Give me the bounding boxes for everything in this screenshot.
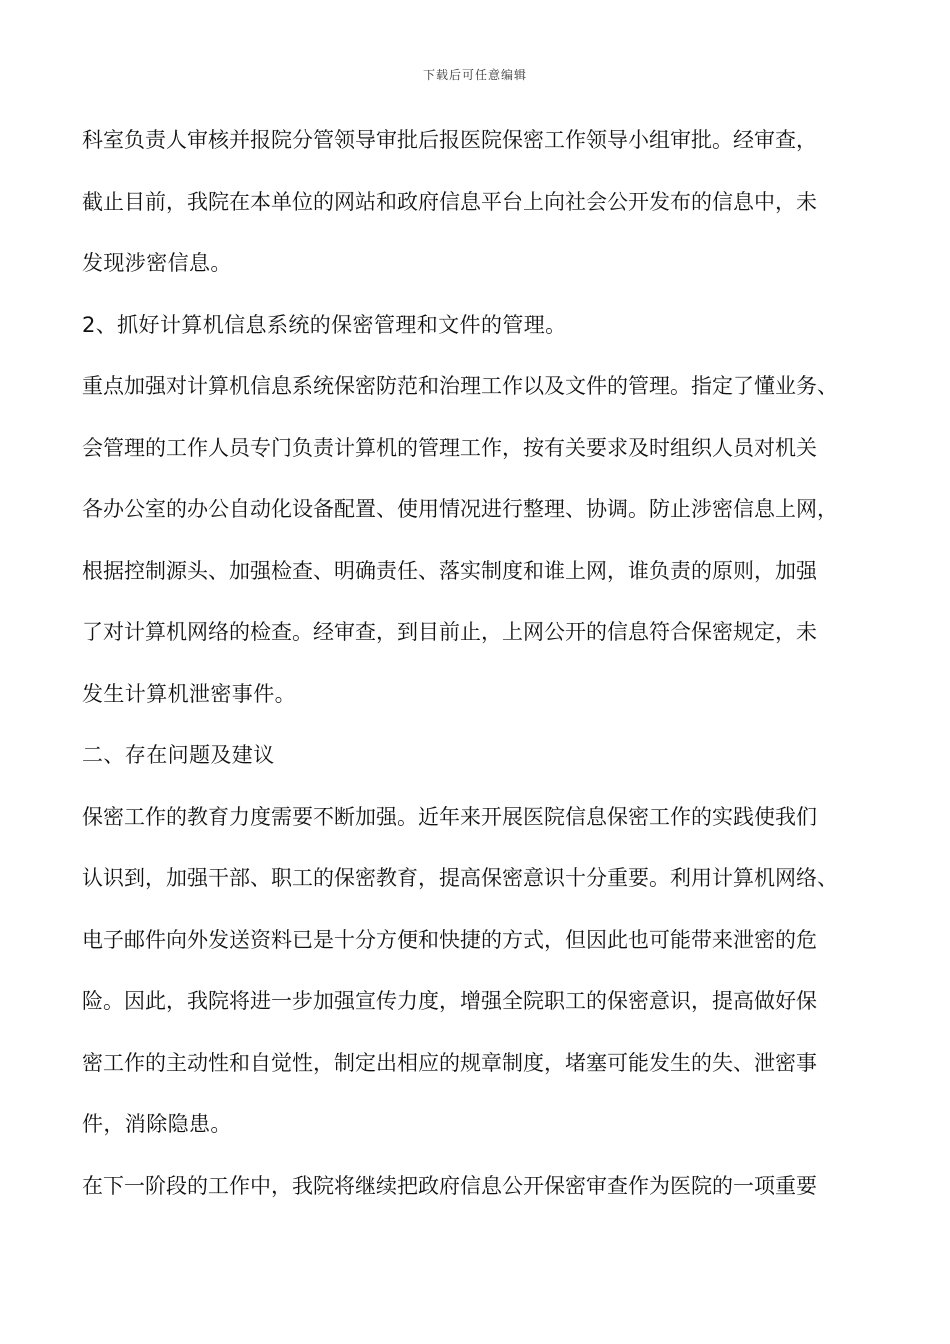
text-line: 了对计算机网络的检查。经审查，到目前止，上网公开的信息符合保密规定，未 [82, 620, 817, 644]
text-line: 险。因此，我院将进一步加强宣传力度，增强全院职工的保密意识，提高做好保 [82, 989, 817, 1013]
text-line: 2、抓好计算机信息系统的保密管理和文件的管理。 [82, 312, 567, 337]
text-line: 科室负责人审核并报院分管领导审批后报医院保密工作领导小组审批。经审查， [82, 128, 817, 152]
text-line: 发现涉密信息。 [82, 251, 232, 275]
text-line: 电子邮件向外发送资料已是十分方便和快捷的方式，但因此也可能带来泄密的危 [82, 927, 817, 952]
text-line: 发生计算机泄密事件。 [82, 681, 296, 706]
text-line: 会管理的工作人员专门负责计算机的管理工作，按有关要求及时组织人员对机关 [82, 435, 817, 460]
page-header: 下载后可任意编辑 [422, 68, 527, 82]
text-line: 认识到，加强干部、职工的保密教育，提高保密意识十分重要。利用计算机网络、 [82, 866, 838, 890]
text-line: 重点加强对计算机信息系统保密防范和治理工作以及文件的管理。指定了懂业务、 [82, 374, 838, 398]
text-line: 截止目前，我院在本单位的网站和政府信息平台上向社会公开发布的信息中，未 [82, 189, 817, 214]
text-line: 件，消除隐患。 [82, 1112, 232, 1136]
text-line: 保密工作的教育力度需要不断加强。近年来开展医院信息保密工作的实践使我们 [82, 804, 817, 829]
text-line: 各办公室的办公自动化设备配置、使用情况进行整理、协调。防止涉密信息上网， [82, 497, 838, 521]
text-line: 密工作的主动性和自觉性，制定出相应的规章制度，堵塞可能发生的失、泄密事 [82, 1050, 817, 1075]
text-line: 根据控制源头、加强检查、明确责任、落实制度和谁上网，谁负责的原则，加强 [82, 558, 817, 583]
text-line: 在下一阶段的工作中，我院将继续把政府信息公开保密审查作为医院的一项重要 [82, 1173, 817, 1198]
section-heading: 二、存在问题及建议 [82, 743, 275, 767]
document-body [82, 118, 882, 1225]
